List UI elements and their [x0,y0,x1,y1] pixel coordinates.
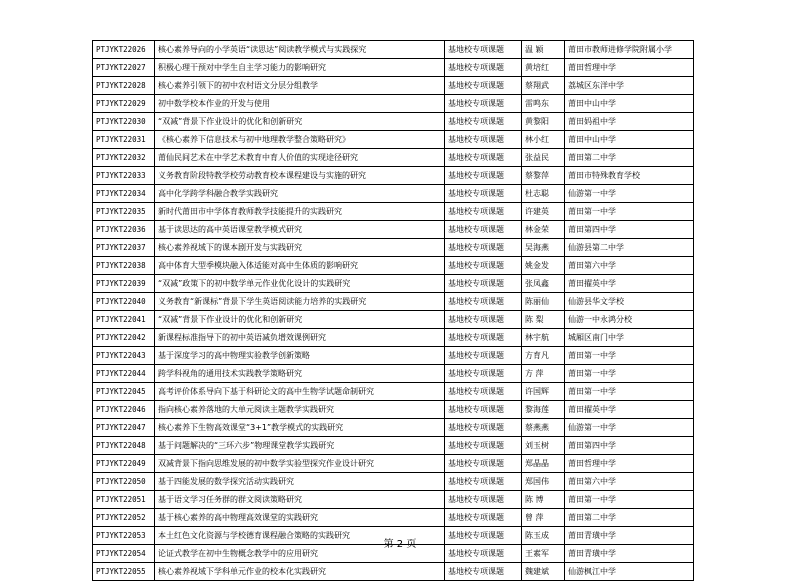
project-title-cell: 双减背景下指向思维发展的初中数学实验型探究作业设计研究 [155,455,445,473]
project-code-cell: PTJYKT22043 [93,347,155,365]
project-leader-cell: 魏建斌 [522,563,565,581]
project-unit-cell: 莆田第四中学 [565,437,694,455]
project-code-cell: PTJYKT22053 [93,527,155,545]
project-type-cell: 基地校专项课题 [445,131,522,149]
project-code-cell: PTJYKT22054 [93,545,155,563]
project-code-cell: PTJYKT22032 [93,149,155,167]
project-title-cell: 新课程标准指导下的初中英语减负增效课例研究 [155,329,445,347]
project-leader-cell: 王素军 [522,545,565,563]
project-unit-cell: 仙游一中永鸿分校 [565,311,694,329]
project-code-cell: PTJYKT22050 [93,473,155,491]
project-code-cell: PTJYKT22037 [93,239,155,257]
project-type-cell: 基地校专项课题 [445,437,522,455]
project-title-cell: “双减”政策下的初中数学单元作业优化设计的实践研究 [155,275,445,293]
project-leader-cell: 吴海燕 [522,239,565,257]
project-leader-cell: 林金荣 [522,221,565,239]
table-row [93,221,694,239]
project-type-cell: 基地校专项课题 [445,167,522,185]
project-type-cell: 基地校专项课题 [445,545,522,563]
project-type-cell: 基地校专项课题 [445,509,522,527]
project-title-cell: 基于核心素养的高中物理高效课堂的实践研究 [155,509,445,527]
project-type-cell: 基地校专项课题 [445,563,522,581]
project-type-cell: 基地校专项课题 [445,383,522,401]
project-title-cell: 核心素养引领下的初中农村语文分层分组教学 [155,77,445,95]
project-unit-cell: 莆田青璜中学 [565,545,694,563]
project-code-cell: PTJYKT22038 [93,257,155,275]
table-row [93,95,694,113]
project-unit-cell: 城厢区南门中学 [565,329,694,347]
project-title-cell: 积极心理干预对中学生自主学习能力的影响研究 [155,59,445,77]
project-title-cell: 核心素养导向的小学英语“读思达”阅读教学模式与实践探究 [155,41,445,59]
project-unit-cell: 莆田中山中学 [565,131,694,149]
project-leader-cell: 陈丽仙 [522,293,565,311]
project-type-cell: 基地校专项课题 [445,59,522,77]
table-row [93,437,694,455]
project-code-cell: PTJYKT22036 [93,221,155,239]
project-leader-cell: 蔡燕燕 [522,419,565,437]
project-unit-cell: 莆田第一中学 [565,347,694,365]
project-type-cell: 基地校专项课题 [445,401,522,419]
project-type-cell: 基地校专项课题 [445,77,522,95]
project-unit-cell: 莆田第一中学 [565,491,694,509]
table-row [93,329,694,347]
project-code-cell: PTJYKT22052 [93,509,155,527]
project-table [92,40,694,581]
project-title-cell: 基于四能发展的数学探究活动实践研究 [155,473,445,491]
project-code-cell: PTJYKT22031 [93,131,155,149]
project-leader-cell: 杜志聪 [522,185,565,203]
project-leader-cell: 姚金发 [522,257,565,275]
project-code-cell: PTJYKT22041 [93,311,155,329]
table-row [93,419,694,437]
table-row [93,149,694,167]
project-type-cell: 基地校专项课题 [445,113,522,131]
project-title-cell: 基于语文学习任务群的群文阅读策略研究 [155,491,445,509]
project-unit-cell: 莆田市特殊教育学校 [565,167,694,185]
project-unit-cell: 仙游枫江中学 [565,563,694,581]
table-row [93,491,694,509]
table-row [93,563,694,581]
project-type-cell: 基地校专项课题 [445,491,522,509]
table-row [93,239,694,257]
project-title-cell: 义务教育“新课标”背景下学生英语阅读能力培养的实践研究 [155,293,445,311]
project-title-cell: 核心素养下生物高效课堂“3+1”教学模式的实践研究 [155,419,445,437]
project-leader-cell: 林小红 [522,131,565,149]
project-unit-cell: 仙游县华文学校 [565,293,694,311]
project-title-cell: 莆仙民间艺术在中学艺术教育中育人价值的实现途径研究 [155,149,445,167]
project-leader-cell: 温 颖 [522,41,565,59]
project-leader-cell: 陈 梨 [522,311,565,329]
project-unit-cell: 莆田第一中学 [565,365,694,383]
project-unit-cell: 莆田第一中学 [565,203,694,221]
page-number: 第 2 页 [383,539,417,550]
project-type-cell: 基地校专项课题 [445,41,522,59]
project-leader-cell: 方育凡 [522,347,565,365]
project-type-cell: 基地校专项课题 [445,365,522,383]
project-unit-cell: 荔城区东洋中学 [565,77,694,95]
project-unit-cell: 莆田哲理中学 [565,59,694,77]
project-code-cell: PTJYKT22055 [93,563,155,581]
project-type-cell: 基地校专项课题 [445,527,522,545]
project-code-cell: PTJYKT22040 [93,293,155,311]
project-unit-cell: 莆田第六中学 [565,257,694,275]
project-unit-cell: 莆田哲理中学 [565,455,694,473]
table-row [93,185,694,203]
project-code-cell: PTJYKT22027 [93,59,155,77]
project-title-cell: 义务教育阶段特教学校劳动教育校本课程建设与实施的研究 [155,167,445,185]
project-code-cell: PTJYKT22026 [93,41,155,59]
project-leader-cell: 陈 博 [522,491,565,509]
table-row [93,473,694,491]
project-code-cell: PTJYKT22051 [93,491,155,509]
project-type-cell: 基地校专项课题 [445,239,522,257]
table-row [93,275,694,293]
project-title-cell: 基于深度学习的高中物理实验教学创新策略 [155,347,445,365]
table-row [93,401,694,419]
project-type-cell: 基地校专项课题 [445,221,522,239]
project-title-cell: 指向核心素养落地的大单元阅读主题教学实践研究 [155,401,445,419]
project-leader-cell: 张凤鑫 [522,275,565,293]
project-title-cell: 本土红色文化资源与学校德育课程融合策略的实践研究 [155,527,445,545]
project-leader-cell: 雷鸣东 [522,95,565,113]
project-title-cell: 跨学科视角的通用技术实践教学策略研究 [155,365,445,383]
project-title-cell: 核心素养视域下的课本剧开发与实践研究 [155,239,445,257]
project-unit-cell: 莆田妈祖中学 [565,113,694,131]
project-unit-cell: 莆田第六中学 [565,473,694,491]
project-title-cell: 高中化学跨学科融合教学实践研究 [155,185,445,203]
project-type-cell: 基地校专项课题 [445,203,522,221]
project-unit-cell: 莆田第二中学 [565,149,694,167]
project-unit-cell: 仙游第一中学 [565,185,694,203]
project-leader-cell: 方 萍 [522,365,565,383]
project-code-cell: PTJYKT22048 [93,437,155,455]
table-row [93,455,694,473]
project-code-cell: PTJYKT22045 [93,383,155,401]
project-code-cell: PTJYKT22046 [93,401,155,419]
project-type-cell: 基地校专项课题 [445,311,522,329]
project-title-cell: 《核心素养下信息技术与初中地理教学整合策略研究》 [155,131,445,149]
project-title-cell: 基于读思达的高中英语课堂教学模式研究 [155,221,445,239]
project-leader-cell: 张益民 [522,149,565,167]
project-unit-cell: 莆田中山中学 [565,95,694,113]
project-type-cell: 基地校专项课题 [445,329,522,347]
project-unit-cell: 莆田青璜中学 [565,527,694,545]
project-leader-cell: 郑国伟 [522,473,565,491]
table-row [93,311,694,329]
project-leader-cell: 刘玉树 [522,437,565,455]
table-row [93,257,694,275]
project-type-cell: 基地校专项课题 [445,419,522,437]
project-unit-cell: 莆田第四中学 [565,221,694,239]
project-code-cell: PTJYKT22049 [93,455,155,473]
project-code-cell: PTJYKT22047 [93,419,155,437]
project-title-cell: 新时代莆田市中学体育教师教学技能提升的实践研究 [155,203,445,221]
project-title-cell: “双减”背景下作业设计的优化和创新研究 [155,311,445,329]
project-title-cell: 论证式教学在初中生物概念教学中的应用研究 [155,545,445,563]
table-row [93,41,694,59]
project-code-cell: PTJYKT22044 [93,365,155,383]
project-type-cell: 基地校专项课题 [445,257,522,275]
table-row [93,347,694,365]
project-unit-cell: 仙游县第二中学 [565,239,694,257]
table-row [93,131,694,149]
table-row [93,113,694,131]
project-type-cell: 基地校专项课题 [445,293,522,311]
project-unit-cell: 莆田第一中学 [565,383,694,401]
project-leader-cell: 蔡翔武 [522,77,565,95]
table-row [93,59,694,77]
project-title-cell: 基于问题解决的“三环六步”物理课堂教学实践研究 [155,437,445,455]
project-type-cell: 基地校专项课题 [445,473,522,491]
project-type-cell: 基地校专项课题 [445,185,522,203]
table-row [93,203,694,221]
table-row [93,509,694,527]
project-unit-cell: 仙游第一中学 [565,419,694,437]
project-type-cell: 基地校专项课题 [445,455,522,473]
project-leader-cell: 陈玉成 [522,527,565,545]
project-title-cell: 核心素养视域下学科单元作业的校本化实践研究 [155,563,445,581]
project-type-cell: 基地校专项课题 [445,347,522,365]
table-row [93,167,694,185]
project-title-cell: “双减”背景下作业设计的优化和创新研究 [155,113,445,131]
project-code-cell: PTJYKT22033 [93,167,155,185]
project-code-cell: PTJYKT22028 [93,77,155,95]
project-title-cell: 高考评价体系导向下基于科研论文的高中生物学试题命制研究 [155,383,445,401]
project-title-cell: 初中数学校本作业的开发与使用 [155,95,445,113]
project-leader-cell: 蔡黎萍 [522,167,565,185]
project-type-cell: 基地校专项课题 [445,149,522,167]
project-unit-cell: 莆田擢英中学 [565,401,694,419]
table-row [93,365,694,383]
project-leader-cell: 郑晶晶 [522,455,565,473]
project-type-cell: 基地校专项课题 [445,275,522,293]
table-row [93,293,694,311]
table-row [93,77,694,95]
project-code-cell: PTJYKT22034 [93,185,155,203]
project-leader-cell: 许建英 [522,203,565,221]
project-type-cell: 基地校专项课题 [445,95,522,113]
project-code-cell: PTJYKT22039 [93,275,155,293]
project-leader-cell: 黄黎阳 [522,113,565,131]
project-code-cell: PTJYKT22029 [93,95,155,113]
project-code-cell: PTJYKT22035 [93,203,155,221]
project-leader-cell: 黎海莲 [522,401,565,419]
project-leader-cell: 曾 萍 [522,509,565,527]
project-leader-cell: 许国辉 [522,383,565,401]
project-unit-cell: 莆田市教师进修学院附属小学 [565,41,694,59]
project-table-body [93,41,694,581]
project-leader-cell: 林宇航 [522,329,565,347]
project-title-cell: 高中体育大型季模块融入体适能对高中生体质的影响研究 [155,257,445,275]
table-row [93,383,694,401]
project-unit-cell: 莆田擢英中学 [565,275,694,293]
project-code-cell: PTJYKT22030 [93,113,155,131]
project-unit-cell: 莆田第二中学 [565,509,694,527]
project-code-cell: PTJYKT22042 [93,329,155,347]
project-leader-cell: 黄培红 [522,59,565,77]
